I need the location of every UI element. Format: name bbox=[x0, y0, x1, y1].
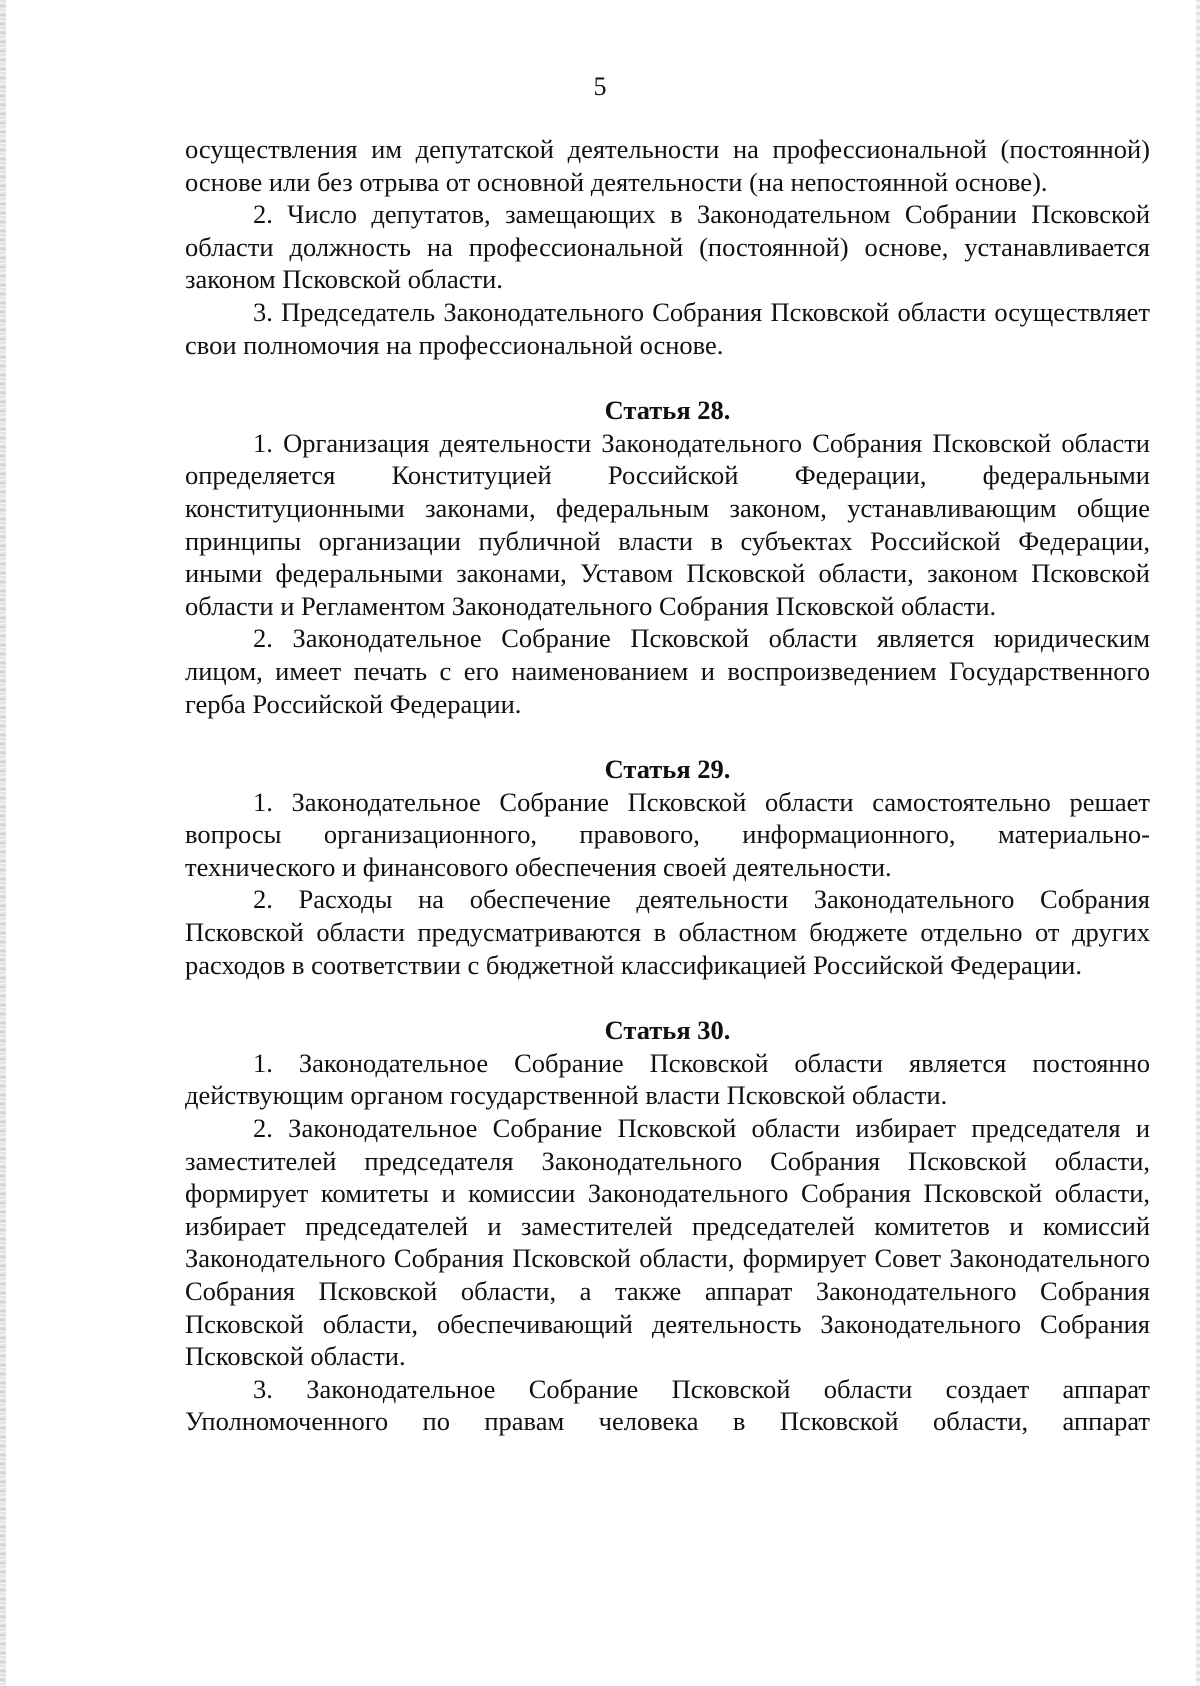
article-30-paragraph-3: 3. Законодательное Собрание Псковской области создает аппарат Уполномоченного по правам человека в Псковской области, аппарат bbox=[185, 1373, 1150, 1437]
spacer bbox=[185, 981, 1150, 1014]
article-29-heading: Статья 29. bbox=[604, 754, 731, 785]
article-30-heading: Статья 30. bbox=[604, 1015, 731, 1046]
article-30-paragraph-1: 1. Законодательное Собрание Псковской области является постоянно действующим органом государственной власти Псковской области. bbox=[185, 1047, 1150, 1111]
intro-paragraph-3: 3. Председатель Законодательного Собрания Псковской области осуществляет свои полномочия на профессиональной основе. bbox=[185, 296, 1150, 360]
intro-paragraph-2: 2. Число депутатов, замещающих в Законодательном Собрании Псковской области должность на профессиональной (постоянной) основе, устанавливается законом Псковской области. bbox=[185, 199, 1150, 295]
article-29-paragraph-1: 1. Законодательное Собрание Псковской области самостоятельно решает вопросы организационного, правового, информационного, материально-технического и финансового обеспечения своей деятельности. bbox=[185, 786, 1150, 882]
article-28-paragraph-2: 2. Законодательное Собрание Псковской области является юридическим лицом, имеет печать с его наименованием и воспроизведением Государственного герба Российской Федерации. bbox=[185, 623, 1150, 719]
document-body bbox=[185, 133, 1150, 1438]
spacer bbox=[185, 720, 1150, 753]
scan-edge-left bbox=[0, 0, 6, 1686]
article-30-paragraph-2: 2. Законодательное Собрание Псковской области избирает председателя и заместителей председателя Законодательного Собрания Псковской области, формирует комитеты и комиссии Законодательного Собрания Псковской области, избирает председателей и заместителей председателей комитетов и комиссий Законодательного Собрания Псковской области, формирует Совет Законодательного Собрания Псковской области, а также аппарат Законодательного Собрания Псковской области, обеспечивающий деятельность Законодательного Собрания Псковской области. bbox=[185, 1113, 1150, 1372]
intro-paragraph-continuation: осуществления им депутатской деятельности на профессиональной (постоянной) основе или без отрыва от основной деятельности (на непостоянной основе). bbox=[185, 134, 1150, 197]
article-29-paragraph-2: 2. Расходы на обеспечение деятельности Законодательного Собрания Псковской области предусматриваются в областном бюджете отдельно от других расходов в соответствии с бюджетной классификацией Российской Федерации. bbox=[185, 884, 1150, 980]
spacer bbox=[185, 361, 1150, 394]
article-28-heading: Статья 28. bbox=[604, 395, 731, 426]
article-28-paragraph-1: 1. Организация деятельности Законодательного Собрания Псковской области определяется Конституцией Российской Федерации, федеральными конституционными законами, федеральным законом, устанавливающим общие принципы организации публичной власти в субъектах Российской Федерации, иными федеральными законами, Уставом Псковской области, законом Псковской области и Регламентом Законодательного Собрания Псковской области. bbox=[185, 427, 1150, 621]
page-number: 5 bbox=[593, 72, 607, 101]
scan-edge-right bbox=[1196, 0, 1200, 1686]
